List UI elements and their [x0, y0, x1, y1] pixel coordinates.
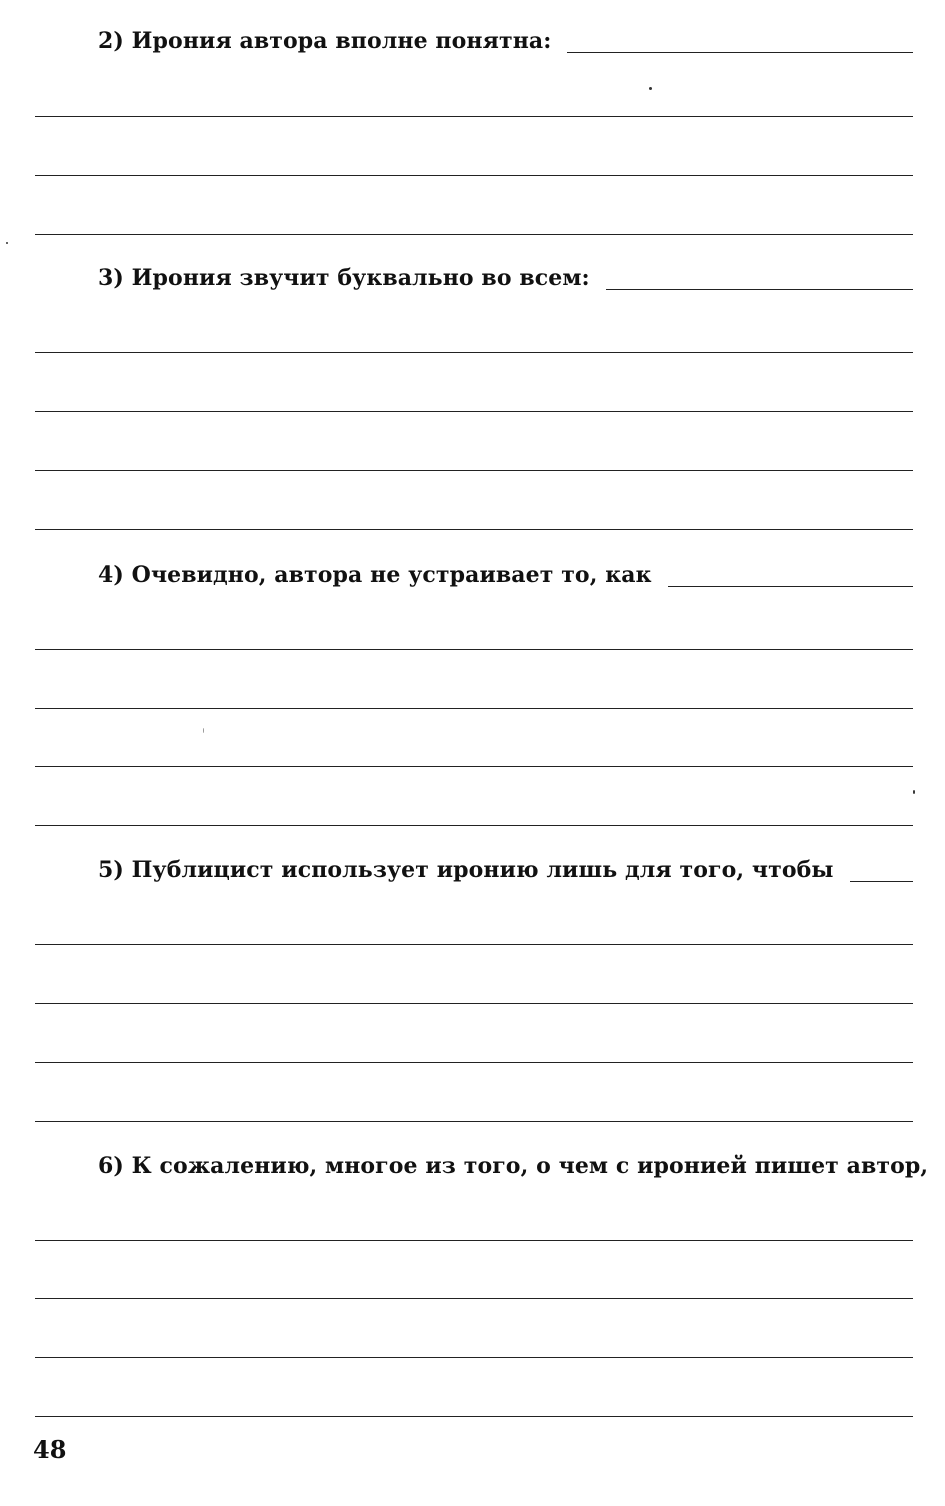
question-3-answer-line-3[interactable]: [35, 470, 913, 471]
question-5-answer-line-2[interactable]: [35, 1003, 913, 1004]
question-3-answer-line-2[interactable]: [35, 411, 913, 412]
question-3-answer-line-4[interactable]: [35, 529, 913, 530]
scan-speck: [649, 87, 652, 90]
question-6-prompt-row: [98, 1143, 929, 1183]
scan-speck: [203, 728, 204, 733]
question-4-answer-line-2[interactable]: [35, 708, 913, 709]
question-4-answer-line-3[interactable]: [35, 766, 913, 767]
page-number: 48: [33, 1435, 67, 1464]
question-4-inline-answer-blank[interactable]: [668, 585, 913, 587]
question-3-prompt: 3) Ирония звучит буквально во всем:: [98, 265, 590, 291]
question-6-answer-line-4[interactable]: [35, 1416, 913, 1417]
question-2-answer-line-3[interactable]: [35, 234, 913, 235]
question-5-answer-line-1[interactable]: [35, 944, 913, 945]
question-2-prompt-row: [98, 18, 913, 58]
question-3-prompt-row: [98, 255, 913, 295]
question-4-answer-line-1[interactable]: [35, 649, 913, 650]
question-4-prompt-row: [98, 552, 913, 592]
question-6-answer-line-2[interactable]: [35, 1298, 913, 1299]
question-2-answer-line-1[interactable]: [35, 116, 913, 117]
scan-speck: [913, 790, 915, 794]
question-5-answer-line-3[interactable]: [35, 1062, 913, 1063]
question-5-prompt: 5) Публицист использует иронию лишь для того, чтобы: [98, 857, 834, 883]
question-6-answer-line-1[interactable]: [35, 1240, 913, 1241]
question-5-inline-answer-blank[interactable]: [850, 880, 913, 882]
question-5-answer-line-4[interactable]: [35, 1121, 913, 1122]
question-3-inline-answer-blank[interactable]: [606, 288, 913, 290]
question-6-prompt: 6) К сожалению, многое из того, о чем с иронией пишет автор,: [98, 1153, 929, 1179]
question-4-prompt: 4) Очевидно, автора не устраивает то, как: [98, 562, 652, 588]
question-2-inline-answer-blank[interactable]: [567, 51, 913, 53]
question-2-answer-line-2[interactable]: [35, 175, 913, 176]
question-3-answer-line-1[interactable]: [35, 352, 913, 353]
scan-speck: [6, 242, 8, 244]
question-6-answer-line-3[interactable]: [35, 1357, 913, 1358]
question-2-prompt: 2) Ирония автора вполне понятна:: [98, 28, 552, 54]
question-5-prompt-row: [98, 847, 913, 887]
question-4-answer-line-4[interactable]: [35, 825, 913, 826]
